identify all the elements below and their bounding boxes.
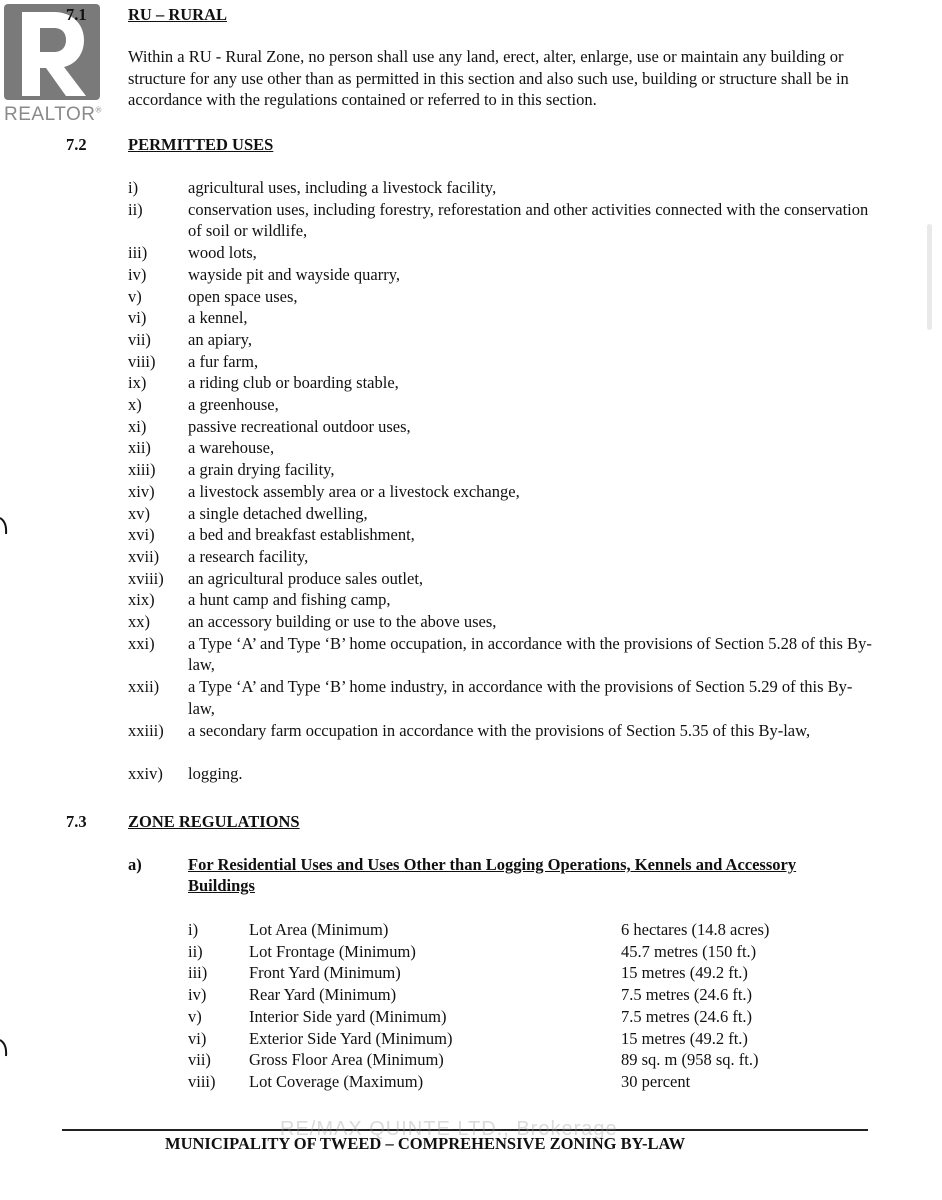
permitted-use-number: iv) — [128, 264, 147, 284]
realtor-logo — [0, 0, 108, 130]
permitted-use-text: a greenhouse, — [188, 395, 279, 414]
permitted-use-text: a hunt camp and fishing camp, — [188, 590, 391, 610]
permitted-use-text: a secondary farm occupation in accordance with the provisions of Section 5.35 of this By-law, — [188, 720, 811, 740]
regulation-value: 7.5 metres (24.6 ft.) — [621, 1006, 753, 1026]
section-title-rural: RU – RURAL — [128, 5, 227, 24]
page-edge-mark — [0, 1038, 10, 1058]
permitted-use-text: a grain drying facility, — [188, 460, 335, 480]
section-number-7-3: 7.3 — [66, 812, 87, 831]
permitted-use-text: a Type ‘A’ and Type ‘B’ home occupation, in accordance with the provisions of Section 5.28 of this By-law, — [188, 633, 872, 675]
permitted-use-text: passive recreational outdoor uses, — [188, 416, 411, 436]
regulation-value: 15 metres (49.2 ft.) — [621, 963, 748, 983]
permitted-use-number: xxiii) — [128, 720, 164, 740]
permitted-use-number: vii) — [128, 329, 151, 349]
page-edge-mark — [0, 516, 10, 536]
regulation-name: Lot Frontage (Minimum) — [249, 941, 416, 961]
permitted-use-number: viii) — [128, 351, 156, 371]
regulation-value: 45.7 metres (150 ft.) — [621, 941, 757, 961]
permitted-use-number: i) — [128, 178, 139, 197]
permitted-use-number: vi) — [128, 308, 147, 328]
permitted-use-text: a single detached dwelling, — [188, 503, 368, 523]
regulation-name: Front Yard (Minimum) — [249, 963, 401, 983]
scrollbar-thumb[interactable] — [927, 224, 932, 330]
permitted-use-text: a bed and breakfast establishment, — [188, 525, 415, 545]
regulation-number: i) — [188, 920, 199, 939]
section-number-7-1: 7.1 — [66, 5, 87, 24]
permitted-use-number: xii) — [128, 438, 151, 458]
permitted-use-number: xix) — [128, 590, 155, 610]
permitted-use-number: xi) — [128, 416, 147, 436]
permitted-use-text: a livestock assembly area or a livestock exchange, — [188, 481, 520, 501]
permitted-use-number: xiv) — [128, 481, 155, 501]
permitted-use-text: a warehouse, — [188, 438, 275, 458]
regulation-value: 7.5 metres (24.6 ft.) — [621, 985, 753, 1005]
subsection-title-line-1: For Residential Uses and Uses Other than Logging Operations, Kennels and Accessory — [188, 855, 797, 874]
permitted-use-number: ii) — [128, 199, 143, 219]
permitted-use-number: ix) — [128, 373, 147, 393]
footer-title: MUNICIPALITY OF TWEED – COMPREHENSIVE ZONING BY-LAW — [165, 1134, 686, 1153]
permitted-use-text: logging. — [188, 763, 243, 783]
regulation-name: Rear Yard (Minimum) — [249, 985, 397, 1005]
permitted-use-text: agricultural uses, including a livestock facility, — [188, 178, 497, 197]
regulation-name: Lot Area (Minimum) — [249, 920, 389, 939]
permitted-use-text: a riding club or boarding stable, — [188, 373, 399, 393]
permitted-use-text: a Type ‘A’ and Type ‘B’ home industry, in accordance with the provisions of Section 5.29 of this By-law, — [188, 677, 853, 718]
brokerage-watermark: RE/MAX QUINTE LTD., Brokerage — [280, 1118, 618, 1140]
permitted-use-text: a fur farm, — [188, 351, 259, 371]
regulation-number: ii) — [188, 941, 203, 961]
realtor-logo-text: REALTOR® — [4, 104, 102, 125]
permitted-use-text: an accessory building or use to the above uses, — [188, 612, 497, 631]
permitted-use-number: xviii) — [128, 568, 164, 588]
regulation-value: 6 hectares (14.8 acres) — [621, 920, 770, 939]
section-number-7-2: 7.2 — [66, 135, 87, 154]
section-intro-paragraph: Within a RU - Rural Zone, no person shall use any land, erect, alter, enlarge, use or maintain any building or structure for any use other than as permitted in this section and also such use, building or structure shall be in accordance with the regulations contained or referred to in this section. — [128, 47, 849, 109]
permitted-use-number: xiii) — [128, 460, 156, 480]
regulation-number: vi) — [188, 1028, 207, 1048]
permitted-use-text: an apiary, — [188, 329, 252, 349]
permitted-use-text: an agricultural produce sales outlet, — [188, 568, 424, 588]
permitted-use-text: a research facility, — [188, 546, 309, 566]
section-title-zone-regulations: ZONE REGULATIONS — [128, 812, 300, 831]
permitted-use-text: a kennel, — [188, 308, 248, 328]
permitted-use-number: xv) — [128, 503, 150, 523]
regulation-number: iii) — [188, 963, 208, 983]
regulation-value: 30 percent — [621, 1071, 691, 1091]
permitted-use-number: xvii) — [128, 546, 160, 566]
permitted-use-number: xvi) — [128, 525, 155, 545]
permitted-use-number: xxiv) — [128, 763, 163, 783]
regulation-value: 89 sq. m (958 sq. ft.) — [621, 1050, 759, 1070]
section-title-permitted-uses: PERMITTED USES — [128, 135, 274, 154]
permitted-use-number: x) — [128, 395, 142, 414]
regulation-name: Lot Coverage (Maximum) — [249, 1071, 424, 1091]
permitted-use-number: v) — [128, 286, 142, 306]
regulation-name: Exterior Side Yard (Minimum) — [249, 1028, 453, 1048]
regulation-number: vii) — [188, 1050, 211, 1070]
regulation-number: iv) — [188, 985, 207, 1005]
subsection-label-a: a) — [128, 855, 142, 874]
permitted-use-text: open space uses, — [188, 286, 298, 306]
permitted-use-text: wayside pit and wayside quarry, — [188, 264, 400, 284]
regulation-value: 15 metres (49.2 ft.) — [621, 1028, 748, 1048]
regulation-name: Gross Floor Area (Minimum) — [249, 1050, 444, 1070]
permitted-use-number: xxii) — [128, 677, 160, 697]
permitted-use-text: conservation uses, including forestry, reforestation and other activities connected with the conservation of soil or wildlife, — [188, 199, 869, 241]
subsection-title-line-2: Buildings — [188, 876, 255, 895]
permitted-use-number: iii) — [128, 243, 148, 263]
permitted-use-number: xxi) — [128, 633, 155, 653]
permitted-use-number: xx) — [128, 612, 150, 631]
permitted-use-text: wood lots, — [188, 243, 257, 263]
regulation-number: v) — [188, 1006, 202, 1026]
regulation-name: Interior Side yard (Minimum) — [249, 1006, 447, 1026]
regulation-number: viii) — [188, 1071, 216, 1091]
